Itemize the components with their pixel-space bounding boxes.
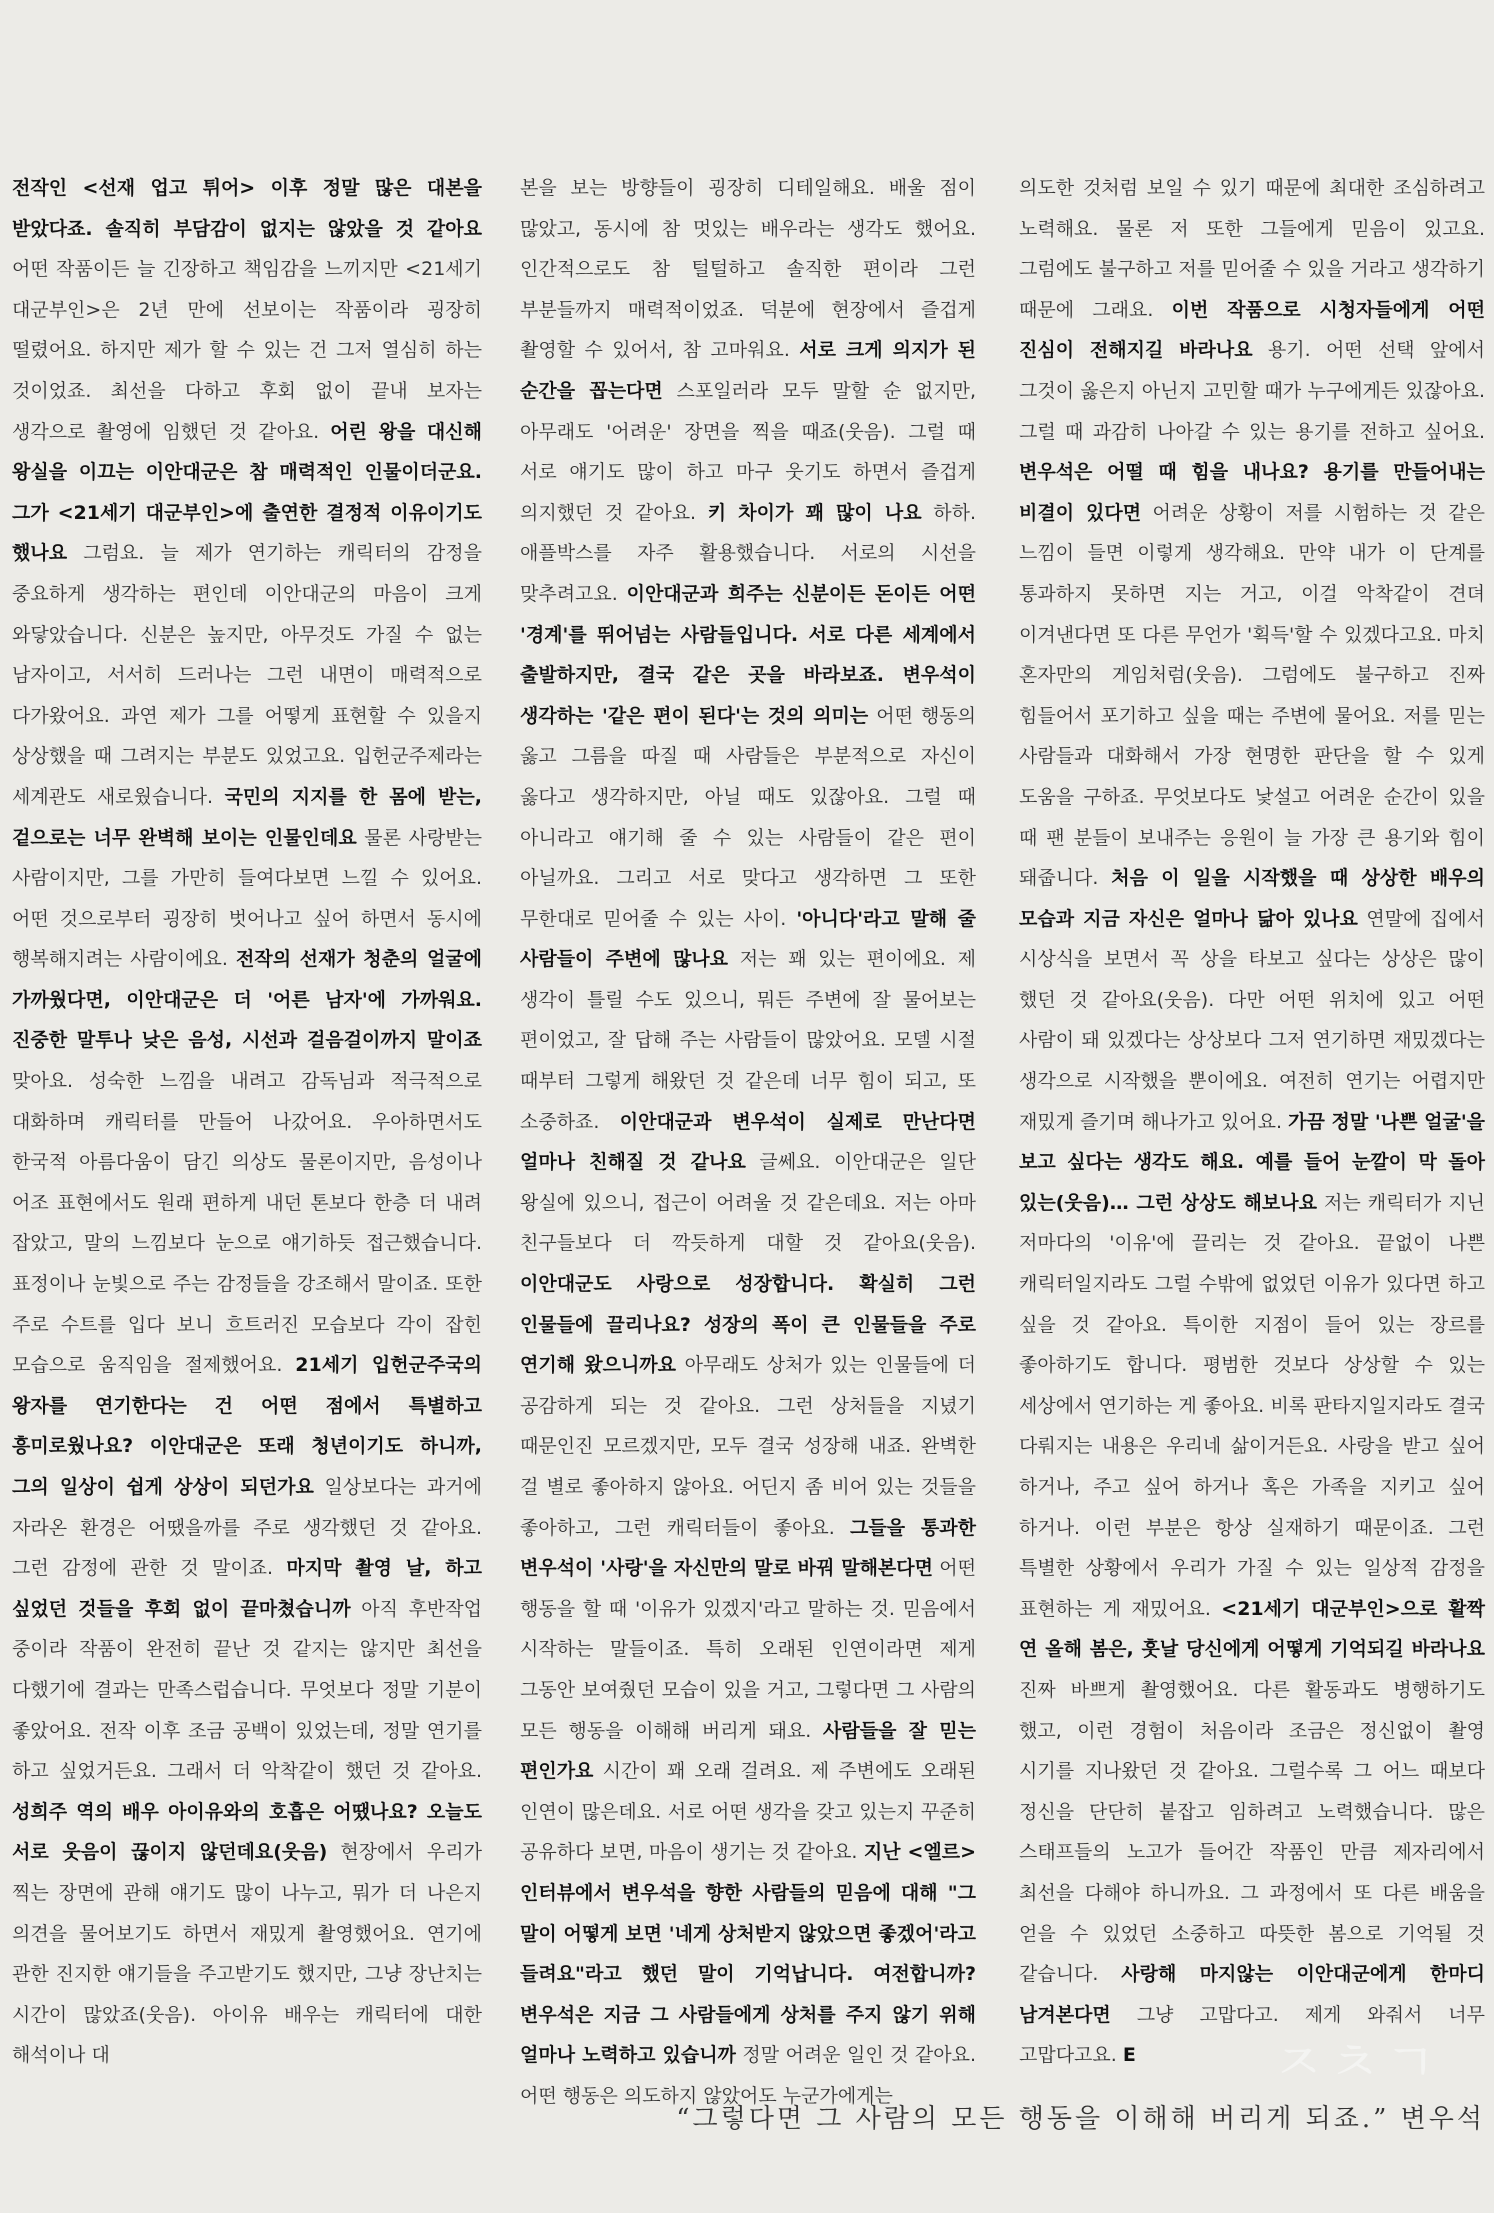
interview-answer: 용기. 어떤 선택 앞에서 그것이 옳은지 아닌지 고민할 때가 누구에게든 있잖아요. 그럴 때 과감히 나아갈 수 있는 용기를 전하고 싶어요. (1019, 339, 1485, 443)
interview-question: 가끔 정말 '나쁜 얼굴'을 보고 싶다는 생각도 해요. 예를 들어 눈깔이 막 돌아 있는(웃음)… 그런 상상도 해보나요 (1019, 1110, 1485, 1214)
end-mark: E (1122, 2044, 1136, 2067)
interview-answer: 아직 후반작업 중이라 작품이 완전히 끝난 것 같지는 않지만 최선을 다했기에 결과는 만족스럽습니다. 무엇보다 정말 기분이 좋았어요. 전작 이후 조금 공백이 있었는데, 정말 연기를 하고 싶었거든요. 그래서 더 악착같이 했던 것 같아요. (12, 1597, 482, 1783)
interview-question: '아니다'라고 말해 줄 사람들이 주변에 많나요 (520, 907, 976, 971)
interview-answer: 어떤 작품이든 늘 긴장하고 책임감을 느끼지만 <21세기 대군부인>은 2년 만에 선보이는 작품이라 굉장히 떨렸어요. 하지만 제가 할 수 있는 건 그저 열심히 하는 것이었죠. 최선을 다하고 후회 없이 끝내 보자는 생각으로 촬영에 임했던 것 같아요. (12, 258, 482, 443)
interview-answer: 그럼요. 늘 제가 연기하는 캐릭터의 감정을 중요하게 생각하는 편인데 이안대군의 마음이 크게 와닿았습니다. 신분은 높지만, 아무것도 가질 수 없는 남자이고, 서서히 드러나는 그런 내면이 매력적으로 다가왔어요. 과연 제가 그를 어떻게 표현할 수 있을지 상상했을 때 그려지는 부분도 있었고요. 입헌군주제라는 세계관도 새로웠습니다. (12, 542, 482, 808)
interview-answer: 아무래도 상처가 있는 인물들에 더 공감하게 되는 것 같아요. 그런 상처들을 지녔기 때문인진 모르겠지만, 모두 결국 성장해 내죠. 완벽한 걸 별로 좋아하지 않아요. 어딘지 좀 비어 있는 것들을 좋아하고, 그런 캐릭터들이 좋아요. (520, 1354, 976, 1539)
interview-question: 사람들을 잘 믿는 편인가요 (520, 1719, 976, 1783)
interview-answer: 어떤 행동의 옳고 그름을 따질 때 사람들은 부분적으로 자신이 옳다고 생각하지만, 아닐 때도 있잖아요. 그럴 때 아니라고 얘기해 줄 수 있는 사람들이 같은 편이 아닐까요. 그리고 서로 맞다고 생각하면 그 또한 무한대로 믿어줄 수 있는 사이. (520, 704, 977, 930)
article-column-3 (1019, 168, 1485, 2076)
interview-answer: 현장에서 우리가 찍는 장면에 관해 얘기도 많이 나누고, 뭐가 더 나은지 의견을 물어보기도 하면서 재밌게 촬영했어요. 연기에 관한 진지한 얘기들을 주고받기도 했지만, 그냥 장난치는 시간이 많았죠(웃음). 아이유 배우는 캐릭터에 대한 해석이나 대 (12, 1841, 482, 2067)
interview-question: 전작인 <선재 업고 튀어> 이후 정말 많은 대본을 받았다죠. 솔직히 부담감이 없지는 않았을 것 같아요 (12, 177, 482, 240)
column-3-text (1019, 168, 1485, 2076)
interview-answer: 정말 어려운 일인 것 같아요. 어떤 행동은 의도하지 않았어도 누군가에게는 (520, 2044, 976, 2107)
interview-answer: 의도한 것처럼 보일 수 있기 때문에 최대한 조심하려고 노력해요. 물론 저 또한 그들에게 믿음이 있고요. 그럼에도 불구하고 저를 믿어줄 수 있을 거라고 생각하기 때문에 그래요. (1019, 177, 1485, 321)
interview-question: 이안대군도 사랑으로 성장합니다. 확실히 그런 인물들에 끌리나요? 성장의 폭이 큰 인물들을 주로 연기해 왔으니까요 (520, 1273, 976, 1377)
interview-answer: 본을 보는 방향들이 굉장히 디테일해요. 배울 점이 많았고, 동시에 참 멋있는 배우라는 생각도 했어요. 인간적으로도 참 털털하고 솔직한 편이라 그런 부분들까지 매력적이었죠. 덕분에 현장에서 즐겁게 촬영할 수 있어서, 참 고마워요. (520, 177, 976, 362)
interview-question: 서로 크게 의지가 된 순간을 꼽는다면 (520, 339, 976, 402)
interview-answer: 물론 사랑받는 사람이지만, 그를 가만히 들여다보면 느낄 수 있어요. 어떤 것으로부터 굉장히 벗어나고 싶어 하면서 동시에 행복해지려는 사람이에요. (12, 826, 482, 971)
interview-answer: 저는 꽤 있는 편이에요. 제 생각이 틀릴 수도 있으니, 뭐든 주변에 잘 물어보는 편이었고, 잘 답해 주는 사람들이 많았어요. 모델 시절 때부터 그렇게 해왔던 것 같은데 너무 힘이 되고, 또 소중하죠. (520, 948, 976, 1133)
column-1-text (12, 168, 482, 2076)
interview-question: 그들을 통과한 변우석이 '사랑'을 자신만의 말로 바꿔 말해본다면 (520, 1516, 976, 1580)
interview-answer: 연말에 집에서 시상식을 보면서 꼭 상을 타보고 싶다는 상상은 많이 했던 것 같아요(웃음). 다만 어떤 위치에 있고 어떤 사람이 돼 있겠다는 상상보다 그저 연기하면 재밌겠다는 생각으로 시작했을 뿐이에요. 여전히 연기는 어렵지만 재밌게 즐기며 해나가고 있어요. (1019, 907, 1485, 1133)
interview-question: <21세기 대군부인>으로 활짝 연 올해 봄은, 훗날 당신에게 어떻게 기억되길 바라나요 (1019, 1597, 1485, 1661)
interview-question: 이안대군과 변우석이 실제로 만난다면 얼마나 친해질 것 같나요 (520, 1110, 976, 1174)
interview-answer: 스포일러라 모두 말할 순 없지만, 아무래도 '어려운' 장면을 찍을 때죠(웃음). 그럴 때 서로 얘기도 많이 하고 마구 웃기도 하면서 즐겁게 의지했던 것 같아요. (520, 379, 977, 524)
interview-question: 이번 작품으로 시청자들에게 어떤 진심이 전해지길 바라나요 (1019, 298, 1485, 362)
interview-answer: 어떤 행동을 할 때 '이유가 있겠지'라고 말하는 것. 믿음에서 시작하는 말들이죠. 특히 오래된 인연이라면 제게 그동안 보여줬던 모습이 있을 거고, 그렇다면 그 사람의 모든 행동을 이해해 버리게 돼요. (520, 1557, 976, 1742)
faint-watermark: ㅈㅊㄱ (1272, 2031, 1441, 2094)
interview-question: 처음 이 일을 시작했을 때 상상한 배우의 모습과 지금 자신은 얼마나 닮아 있나요 (1019, 867, 1485, 930)
interview-question: 키 차이가 꽤 많이 나요 (707, 501, 922, 524)
interview-answer: 저는 캐릭터가 지닌 저마다의 '이유'에 끌리는 것 같아요. 끝없이 나쁜 캐릭터일지라도 그럴 수밖에 없었던 이유가 있다면 하고 싶을 것 같아요. 특이한 지점이 들어 있는 장르를 좋아하기도 합니다. 평범한 것보다 상상할 수 있는 세상에서 연기하는 게 좋아요. 비록 판타지일지라도 결국 다뤄지는 내용은 우리네 삶이거든요. 사랑을 받고 싶어 하거나, 주고 싶어 하거나 혹은 가족을 지키고 싶어 하거나. 이런 부분은 항상 실재하기 때문이죠. 그런 특별한 상황에서 우리가 가질 수 있는 일상적 감정을 표현하는 게 재밌어요. (1019, 1191, 1485, 1620)
interview-answer: 시간이 꽤 오래 걸려요. 제 주변에도 오래된 인연이 많은데요. 서로 어떤 생각을 갖고 있는지 꾸준히 공유하다 보면, 마음이 생기는 것 같아요. (520, 1760, 976, 1864)
column-2-text (520, 168, 976, 2117)
interview-answer: 일상보다는 과거에 자라온 환경은 어땠을까를 주로 생각했던 것 같아요. 그런 감정에 관한 것 말이죠. (12, 1476, 482, 1580)
interview-question: 21세기 입헌군주국의 왕자를 연기한다는 건 어떤 점에서 특별하고 흥미로웠나요? 이안대군은 또래 청년이기도 하니까, 그의 일상이 쉽게 상상이 되던가요 (12, 1354, 483, 1498)
interview-question: 전작의 선재가 청춘의 얼굴에 가까웠다면, 이안대군은 더 '어른 남자'에 가까워요. 진중한 말투나 낮은 음성, 시선과 걸음걸이까지 말이죠 (12, 948, 483, 1052)
interview-question: 변우석은 어떨 때 힘을 내나요? 용기를 만들어내는 비결이 있다면 (1019, 461, 1485, 524)
article-column-1 (12, 168, 482, 2076)
interview-question: 어린 왕을 대신해 왕실을 이끄는 이안대군은 참 매력적인 인물이더군요. 그가 <21세기 대군부인>에 출연한 결정적 이유이기도 했나요 (12, 420, 482, 565)
interview-answer: 어려운 상황이 저를 시험하는 것 같은 느낌이 들면 이렇게 생각해요. 만약 내가 이 단계를 통과하지 못하면 지는 거고, 이걸 악착같이 견뎌 이겨낸다면 또 다른 무언가 '획득'할 수 있겠다고요. 마치 혼자만의 게임처럼(웃음). 그럼에도 불구하고 진짜 힘들어서 포기하고 싶을 때는 주변에 물어요. 저를 믿는 사람들과 대화해서 가장 현명한 판단을 할 수 있게 도움을 구하죠. 무엇보다도 낯설고 어려운 순간이 있을 때 팬 분들이 보내주는 응원이 늘 가장 큰 용기와 힘이 돼줍니다. (1019, 501, 1485, 890)
interview-question: 사랑해 마지않는 이안대군에게 한마디 남겨본다면 (1019, 1963, 1485, 2026)
interview-question: 국민의 지지를 한 몸에 받는, 겉으로는 너무 완벽해 보이는 인물인데요 (12, 785, 482, 849)
interview-answer: 하하. 애플박스를 자주 활용했습니다. 서로의 시선을 맞추려고요. (520, 501, 976, 605)
article-column-2 (520, 168, 976, 2117)
interview-answer: 맞아요. 성숙한 느낌을 내려고 감독님과 적극적으로 대화하며 캐릭터를 만들어 나갔어요. 우아하면서도 한국적 아름다움이 담긴 의상도 물론이지만, 음성이나 어조 표현에서도 원래 편하게 내던 톤보다 한층 더 내려 잡았고, 말의 느낌보다 눈으로 얘기하듯 접근했습니다. 표정이나 눈빛으로 주는 감정들을 강조해서 말이죠. 또한 주로 수트를 입다 보니 흐트러진 모습보다 각이 잡힌 모습으로 움직임을 절제했어요. (12, 1070, 482, 1377)
interview-question: 지난 <엘르> 인터뷰에서 변우석을 향한 사람들의 믿음에 대해 "그 말이 어떻게 보면 '네게 상처받지 않았으면 좋겠어'라고 들려요"라고 했던 말이 기억납니다. 여전합니까? 변우석은 지금 그 사람들에게 상처를 주지 않기 위해 얼마나 노력하고 있습니까 (520, 1841, 977, 2067)
interview-question: 성희주 역의 배우 아이유와의 호흡은 어땠나요? 오늘도 서로 웃음이 끊이지 않던데요(웃음) (12, 1800, 482, 1864)
interview-question: 이안대군과 희주는 신분이든 돈이든 어떤 '경계'를 뛰어넘는 사람들입니다. 서로 다른 세계에서 출발하지만, 결국 같은 곳을 바라보죠. 변우석이 생각하는 '같은 편이 된다'는 것의 의미는 (520, 582, 976, 727)
pull-quote: “그렇다면 그 사람의 모든 행동을 이해해 버리게 되죠.” 변우석 (676, 2104, 1485, 2134)
interview-question: 마지막 촬영 날, 하고 싶었던 것들을 후회 없이 끝마쳤습니까 (12, 1557, 482, 1620)
interview-answer: 글쎄요. 이안대군은 일단 왕실에 있으니, 접근이 어려울 것 같은데요. 저는 아마 친구들보다 더 깍듯하게 대할 것 같아요(웃음). (520, 1151, 976, 1255)
interview-answer: 진짜 바쁘게 촬영했어요. 다른 활동과도 병행하기도 했고, 이런 경험이 처음이라 조금은 정신없이 촬영 시기를 지나왔던 것 같아요. 그럴수록 그 어느 때보다 정신을 단단히 붙잡고 임하려고 노력했습니다. 많은 스태프들의 노고가 들어간 작품인 만큼 제자리에서 최선을 다해야 하니까요. 그 과정에서 또 다른 배움을 얻을 수 있었던 소중하고 따뜻한 봄으로 기억될 것 같습니다. (1019, 1678, 1485, 1986)
interview-answer: 그냥 고맙다고. 제게 와줘서 너무 고맙다고요. (1019, 2003, 1485, 2067)
